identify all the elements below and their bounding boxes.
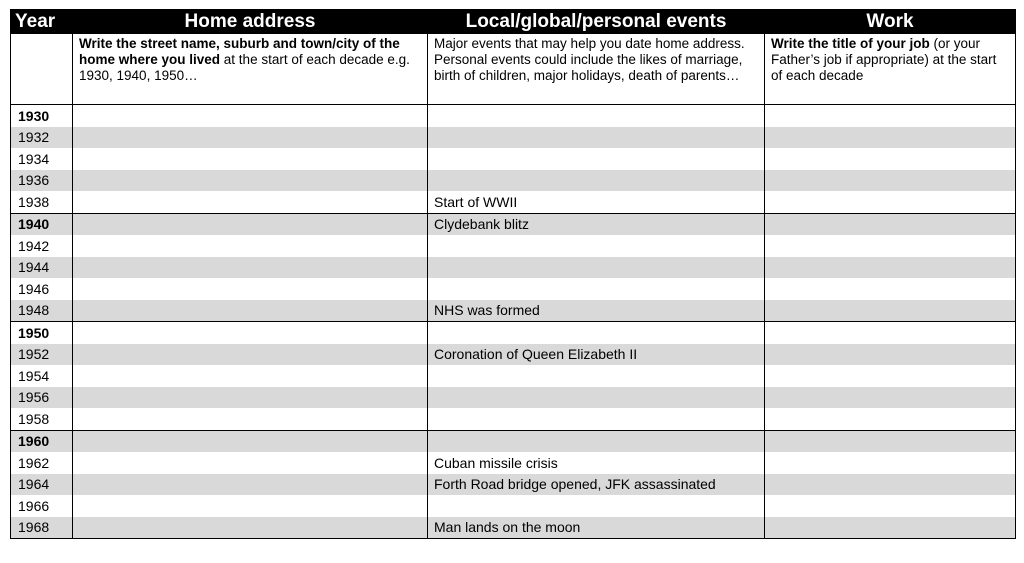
event-cell[interactable] bbox=[428, 170, 765, 192]
work-cell[interactable] bbox=[765, 105, 1016, 127]
home-instruction bbox=[73, 34, 428, 105]
event-cell[interactable]: Coronation of Queen Elizabeth II bbox=[428, 344, 765, 366]
year-cell: 1966 bbox=[11, 495, 73, 517]
year-row bbox=[11, 235, 1016, 257]
home-address-cell[interactable] bbox=[73, 127, 428, 149]
year-row bbox=[11, 474, 1016, 496]
year-row bbox=[11, 257, 1016, 279]
event-cell[interactable]: Start of WWII bbox=[428, 191, 765, 213]
year-row bbox=[11, 517, 1016, 539]
year-cell: 1956 bbox=[11, 387, 73, 409]
home-address-cell[interactable] bbox=[73, 213, 428, 235]
year-cell: 1960 bbox=[11, 430, 73, 452]
work-cell[interactable] bbox=[765, 191, 1016, 213]
home-address-cell[interactable] bbox=[73, 365, 428, 387]
work-instruction-rest: (or your Father’s job if appropriate) at the start of each decade bbox=[771, 36, 997, 83]
home-address-cell[interactable] bbox=[73, 105, 428, 127]
work-cell[interactable] bbox=[765, 517, 1016, 539]
home-address-cell[interactable] bbox=[73, 517, 428, 539]
home-address-cell[interactable] bbox=[73, 344, 428, 366]
year-cell: 1942 bbox=[11, 235, 73, 257]
year-cell: 1932 bbox=[11, 127, 73, 149]
event-cell[interactable] bbox=[428, 387, 765, 409]
year-row bbox=[11, 408, 1016, 430]
year-cell: 1952 bbox=[11, 344, 73, 366]
work-cell[interactable] bbox=[765, 344, 1016, 366]
home-address-cell[interactable] bbox=[73, 191, 428, 213]
year-row bbox=[11, 170, 1016, 192]
work-instruction-bold: Write the title of your job bbox=[771, 36, 930, 51]
year-row bbox=[11, 213, 1016, 235]
event-cell[interactable] bbox=[428, 235, 765, 257]
year-row bbox=[11, 278, 1016, 300]
year-cell: 1964 bbox=[11, 474, 73, 496]
home-address-cell[interactable] bbox=[73, 257, 428, 279]
year-row bbox=[11, 430, 1016, 452]
work-cell[interactable] bbox=[765, 148, 1016, 170]
year-cell: 1962 bbox=[11, 452, 73, 474]
work-cell[interactable] bbox=[765, 430, 1016, 452]
home-address-cell[interactable] bbox=[73, 387, 428, 409]
decade-timeline-table bbox=[10, 9, 1016, 539]
home-address-cell[interactable] bbox=[73, 235, 428, 257]
year-cell: 1944 bbox=[11, 257, 73, 279]
year-row bbox=[11, 495, 1016, 517]
work-cell[interactable] bbox=[765, 278, 1016, 300]
year-cell: 1958 bbox=[11, 408, 73, 430]
year-cell: 1940 bbox=[11, 213, 73, 235]
work-cell[interactable] bbox=[765, 365, 1016, 387]
home-address-cell[interactable] bbox=[73, 474, 428, 496]
events-header: Local/global/personal events bbox=[428, 10, 765, 34]
home-instruction-bold: Write the street name, suburb and town/city of the home where you lived bbox=[79, 36, 400, 67]
home-address-cell[interactable] bbox=[73, 148, 428, 170]
instructions-row bbox=[11, 34, 1016, 105]
year-row bbox=[11, 387, 1016, 409]
work-cell[interactable] bbox=[765, 127, 1016, 149]
event-cell[interactable] bbox=[428, 105, 765, 127]
work-cell[interactable] bbox=[765, 387, 1016, 409]
year-row bbox=[11, 322, 1016, 344]
year-cell: 1930 bbox=[11, 105, 73, 127]
event-cell[interactable] bbox=[428, 495, 765, 517]
event-cell[interactable] bbox=[428, 127, 765, 149]
year-row bbox=[11, 148, 1016, 170]
header-row bbox=[11, 10, 1016, 34]
work-cell[interactable] bbox=[765, 495, 1016, 517]
work-cell[interactable] bbox=[765, 452, 1016, 474]
home-address-cell[interactable] bbox=[73, 278, 428, 300]
work-header: Work bbox=[765, 10, 1016, 34]
event-cell[interactable]: Forth Road bridge opened, JFK assassinated bbox=[428, 474, 765, 496]
year-cell: 1938 bbox=[11, 191, 73, 213]
year-cell: 1968 bbox=[11, 517, 73, 539]
events-instruction: Major events that may help you date home address. Personal events could include the likes of marriage, birth of children, major holidays, death of parents… bbox=[428, 34, 765, 105]
work-cell[interactable] bbox=[765, 257, 1016, 279]
year-instruction-cell bbox=[11, 34, 73, 105]
event-cell[interactable] bbox=[428, 278, 765, 300]
year-header: Year bbox=[11, 10, 73, 34]
event-cell[interactable]: Man lands on the moon bbox=[428, 517, 765, 539]
home-address-cell[interactable] bbox=[73, 322, 428, 344]
work-cell[interactable] bbox=[765, 474, 1016, 496]
year-row bbox=[11, 191, 1016, 213]
year-cell: 1954 bbox=[11, 365, 73, 387]
home-address-cell[interactable] bbox=[73, 495, 428, 517]
event-cell[interactable] bbox=[428, 322, 765, 344]
home-address-cell[interactable] bbox=[73, 170, 428, 192]
year-cell: 1934 bbox=[11, 148, 73, 170]
work-cell[interactable] bbox=[765, 213, 1016, 235]
year-cell: 1948 bbox=[11, 300, 73, 322]
year-row bbox=[11, 365, 1016, 387]
event-cell[interactable] bbox=[428, 430, 765, 452]
year-row bbox=[11, 452, 1016, 474]
year-row bbox=[11, 344, 1016, 366]
year-row bbox=[11, 105, 1016, 127]
work-cell[interactable] bbox=[765, 235, 1016, 257]
year-row bbox=[11, 300, 1016, 322]
home-address-cell[interactable] bbox=[73, 300, 428, 322]
event-cell[interactable] bbox=[428, 148, 765, 170]
work-cell[interactable] bbox=[765, 322, 1016, 344]
home-address-cell[interactable] bbox=[73, 430, 428, 452]
event-cell[interactable]: NHS was formed bbox=[428, 300, 765, 322]
event-cell[interactable] bbox=[428, 365, 765, 387]
event-cell[interactable] bbox=[428, 408, 765, 430]
work-cell[interactable] bbox=[765, 408, 1016, 430]
year-row bbox=[11, 127, 1016, 149]
event-cell[interactable] bbox=[428, 257, 765, 279]
year-cell: 1946 bbox=[11, 278, 73, 300]
home-address-cell[interactable] bbox=[73, 408, 428, 430]
home-address-header: Home address bbox=[73, 10, 428, 34]
work-cell[interactable] bbox=[765, 170, 1016, 192]
event-cell[interactable]: Cuban missile crisis bbox=[428, 452, 765, 474]
home-address-cell[interactable] bbox=[73, 452, 428, 474]
work-instruction bbox=[765, 34, 1016, 105]
event-cell[interactable]: Clydebank blitz bbox=[428, 213, 765, 235]
work-cell[interactable] bbox=[765, 300, 1016, 322]
year-cell: 1936 bbox=[11, 170, 73, 192]
home-instruction-rest: at the start of each decade e.g. 1930, 1940, 1950… bbox=[79, 52, 410, 83]
year-cell: 1950 bbox=[11, 322, 73, 344]
